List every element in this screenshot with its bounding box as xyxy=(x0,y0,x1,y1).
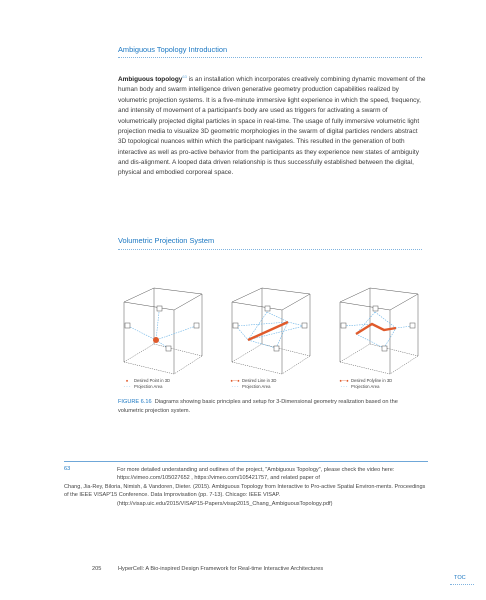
dashed-line-icon: - - - xyxy=(123,384,131,389)
legend-point xyxy=(120,378,170,390)
legend-label: Projection Area xyxy=(134,384,163,389)
legend-label: Desired Line in 3D xyxy=(242,378,277,383)
legend-line xyxy=(228,378,276,390)
section-rule xyxy=(118,57,422,58)
line-icon: ●—● xyxy=(230,378,240,383)
paragraph-text: is an installation which incorporates creatively combining dynamic movement of the human body and swarm intelligence driven generative geometry production capabilities realized by volumetric projection systems. It is a five-minute immersive light experience in which the speed, frequency, and intensity of movement of a participant's body are used as triggers for activating a swarm of volumetrically projected digital particles in space in real-time. The usage of fully immersive volumetric light projection media to visualize 3D geometric morphologies in the swarm of digital particles renders abstract 3D topological nuances within which the participant navigates. This resulted in the generation of both interactive as well as pro-active behavior from the participants as they experience new states of ambiguity and dis-alignment. A looped data driven relationship is thus successfully established between the digital, physical and embodied corporeal space. xyxy=(118,76,426,177)
caption-text: Diagrams showing basic principles and setup for 3-Dimensional geometry realization based on the volumetric projection system. xyxy=(118,399,398,414)
polyline-icon: ●—● xyxy=(339,378,349,383)
section-title-projection-system: Volumetric Projection System xyxy=(118,236,215,245)
cube-polyline xyxy=(340,288,418,374)
section-title-introduction: Ambiguous Topology Introduction xyxy=(118,45,228,54)
page-number: 205 xyxy=(92,566,102,572)
dashed-line-icon: - - - xyxy=(231,384,239,389)
footnote-citation: Chang, Jia-Rey, Biloria, Nimish, & Vandoren, Dieter. (2015). Ambiguous Topology from Interactive to Pro-active Spatial Environ-ments. Proceedings of the IEEE VISAP'15 Conference. Data Improvisation (pp. 7-13). Chicago: IEEE VISAP. xyxy=(64,483,426,499)
legend-label: Projection Area xyxy=(242,384,271,389)
cube-line xyxy=(232,288,310,374)
footnote-line: For more detailed understanding and outlines of the project, "Ambiguous Topology", please check the video here: xyxy=(117,467,395,473)
running-title: HyperCell: A Bio-inspired Design Framework for Real-time Interactive Architectures xyxy=(118,566,324,572)
legend-label: Desired Point in 3D xyxy=(134,378,171,383)
legend-label: Desired Polyline in 3D xyxy=(351,378,393,383)
footnote-reference[interactable]: 63 xyxy=(182,74,187,79)
footnote-url[interactable]: (http://visap.uic.edu/2015/VISAP15-Papers/visap2015_Chang_AmbiguousTopology.pdf) xyxy=(117,500,333,507)
cube-point xyxy=(124,288,202,374)
toc-link[interactable]: TOC xyxy=(454,575,466,581)
dashed-line-icon: - - - xyxy=(340,384,348,389)
legend-polyline xyxy=(337,378,392,390)
figure-label: FIGURE 6.16 xyxy=(118,399,152,405)
footnote-text xyxy=(64,466,428,508)
toc-rule xyxy=(450,584,474,585)
footnote-divider xyxy=(64,461,428,462)
section-rule xyxy=(118,249,422,250)
body-paragraph xyxy=(118,72,426,179)
legend-label: Projection Area xyxy=(351,384,380,389)
footnote-number: 63 xyxy=(64,466,71,472)
lead-term: Ambiguous topology xyxy=(118,76,183,84)
figure-caption xyxy=(118,398,424,415)
dot-icon: ● xyxy=(125,378,129,383)
footnote-link-line[interactable]: https://vimeo.com/105027652 , https://vimeo.com/105421757, and related paper of xyxy=(117,475,320,482)
